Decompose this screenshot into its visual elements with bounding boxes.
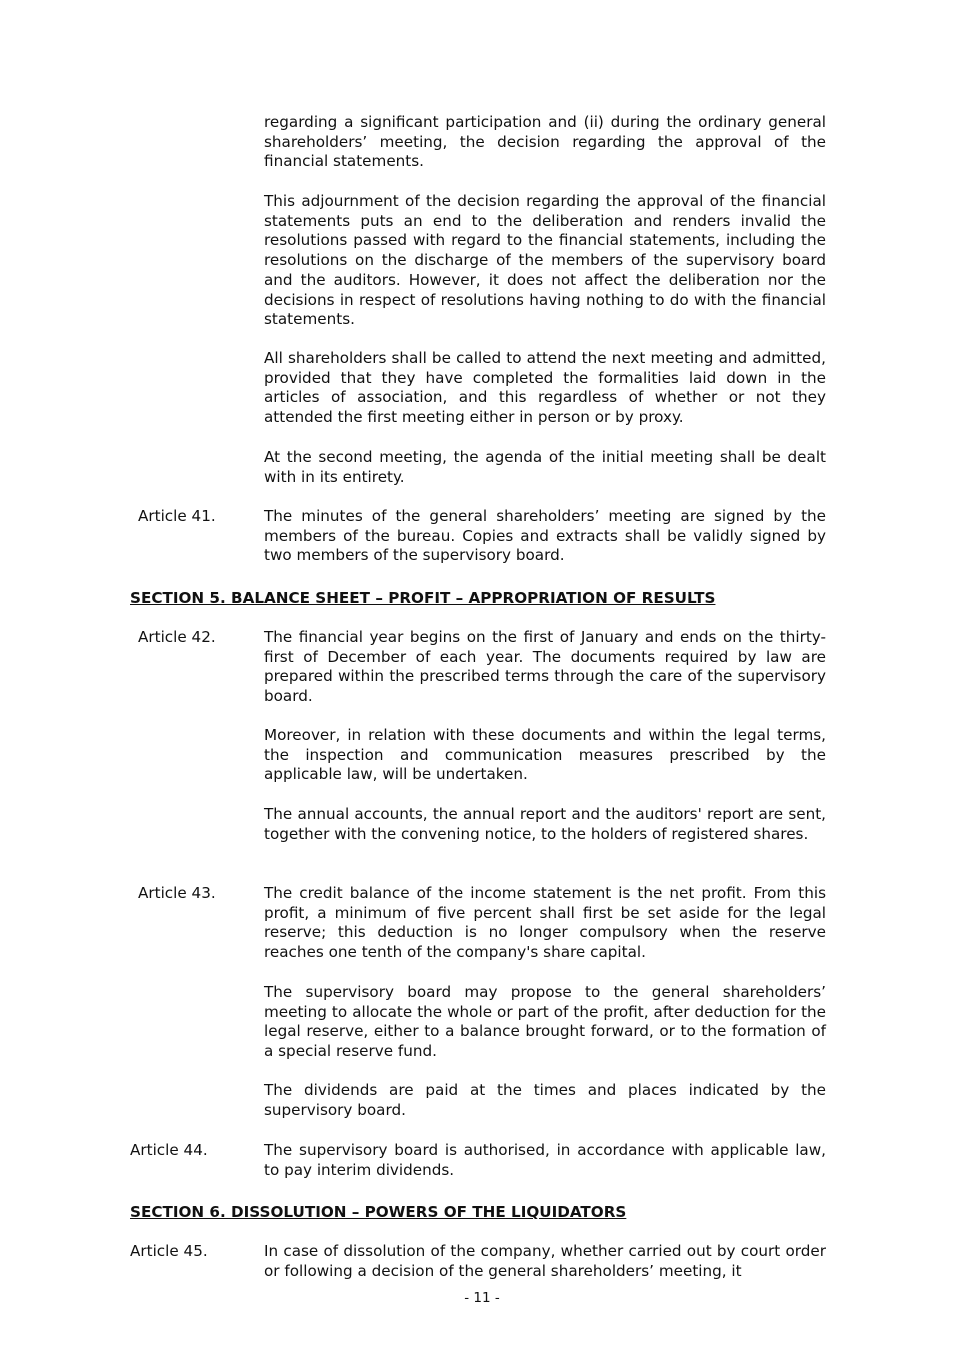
paragraph: This adjournment of the decision regarding the approval of the financial statements puts an end to the deliberation and renders invalid the resolutions passed with regard to the financial statements, including the resolutions on the discharge of the members of the supervisory board and the auditors. However, it does not affect the deliberation nor the decisions in respect of resolutions having nothing to do with the financial statements. <box>264 192 826 329</box>
article-45-text: In case of dissolution of the company, whether carried out by court order or following a decision of the general shareholders’ meeting, it <box>264 1242 826 1280</box>
paragraph: The annual accounts, the annual report and the auditors' report are sent, together with the convening notice, to the holders of registered shares. <box>264 805 826 843</box>
section-5-heading: SECTION 5. BALANCE SHEET – PROFIT – APPROPRIATION OF RESULTS <box>130 589 716 607</box>
article-43-label: Article 43. <box>138 884 216 902</box>
article-42-text: The financial year begins on the first of January and ends on the thirty-first of December of each year. The documents required by law are prepared within the prescribed terms through the care of the supervisory board. <box>264 628 826 706</box>
paragraph: At the second meeting, the agenda of the initial meeting shall be dealt with in its entirety. <box>264 448 826 486</box>
article-41-text: The minutes of the general shareholders’ meeting are signed by the members of the bureau. Copies and extracts shall be validly signed by two members of the supervisory board. <box>264 507 826 565</box>
section-6-heading: SECTION 6. DISSOLUTION – POWERS OF THE LIQUIDATORS <box>130 1203 627 1221</box>
page-number: - 11 - <box>464 1290 500 1306</box>
paragraph: regarding a significant participation and (ii) during the ordinary general shareholders’ meeting, the decision regarding the approval of the financial statements. <box>264 113 826 171</box>
paragraph: All shareholders shall be called to attend the next meeting and admitted, provided that they have completed the formalities laid down in the articles of association, and this regardless of whether or not they attended the first meeting either in person or by proxy. <box>264 349 826 427</box>
article-45-label: Article 45. <box>130 1242 208 1260</box>
article-42-label: Article 42. <box>138 628 216 646</box>
paragraph: The dividends are paid at the times and places indicated by the supervisory board. <box>264 1081 826 1119</box>
paragraph: Moreover, in relation with these documents and within the legal terms, the inspection and communication measures prescribed by the applicable law, will be undertaken. <box>264 726 826 784</box>
article-41-label: Article 41. <box>138 507 216 525</box>
article-44-text: The supervisory board is authorised, in accordance with applicable law, to pay interim dividends. <box>264 1141 826 1179</box>
article-43-text: The credit balance of the income statement is the net profit. From this profit, a minimum of five percent shall first be set aside for the legal reserve; this deduction is no longer compulsory when the reserve reaches one tenth of the company's share capital. <box>264 884 826 962</box>
paragraph: The supervisory board may propose to the general shareholders’ meeting to allocate the whole or part of the profit, after deduction for the legal reserve, either to a balance brought forward, or to the formation of a special reserve fund. <box>264 983 826 1061</box>
article-44-label: Article 44. <box>130 1141 208 1159</box>
